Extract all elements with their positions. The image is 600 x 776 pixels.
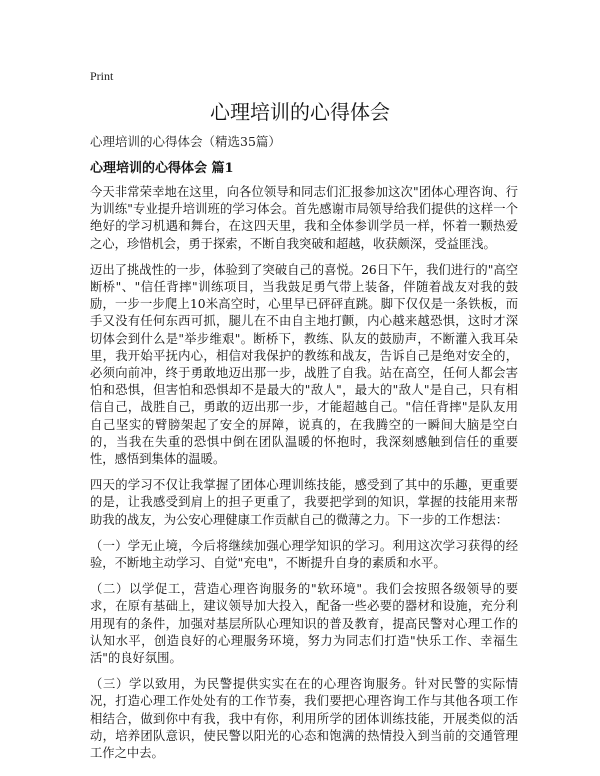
paragraph-plan-1: （一）学无止境，今后将继续加强心理学知识的学习。利用这次学习获得的经验，不断地主动学习、自觉"充电"，不断提升自身的素质和水平。 <box>90 538 518 571</box>
page-title: 心理培训的心得体会 <box>210 100 390 124</box>
paragraph-plan-3: （三）学以致用，为民警提供实实在在的心理咨询服务。针对民警的实际情况，打造心理工作处处有的工作节奏，我们要把心理咨询工作与其他各项工作相结合，做到你中有我，我中有你，利用所学的团体训练技能，开展类似的活动，培养团队意识，使民警以阳光的心态和饱满的热情投入到当前的交通管理工作之中去。 <box>90 677 518 761</box>
paragraph-challenge: 迈出了挑战性的一步，体验到了突破自己的喜悦。26日下午，我们进行的"高空断桥"、"信任背摔"训练项目，当我鼓足勇气带上装备，伴随着战友对我的鼓励，一步一步爬上10米高空时，心里早已砰砰直跳。脚下仅仅是一条铁板，而手又没有任何东西可抓，腿儿在不由自主地打颤，内心越来越恐惧，这时才深切体会到什么是"举步维艰"。断桥下，教练、队友的鼓励声，不断灌入我耳朵里，我开始平抚内心，相信对我保护的教练和战友，告诉自己是绝对安全的，必须向前冲，终于勇敢地迈出那一步，战胜了自我。站在高空，任何人都会害怕和恐惧，但害怕和恐惧却不是最大的"敌人"，最大的"敌人"是自己，只有相信自己，战胜自己，勇敢的迈出那一步，才能超越自己。"信任背摔"是队友用自己坚实的臂膀架起了安全的屏障，说真的，在我腾空的一瞬间大脑是空白的，当我在失重的恐惧中倒在团队温暖的怀抱时，我深刻感触到信任的重要性，感悟到集体的温暖。 <box>90 262 518 467</box>
document-subtitle: 心理培训的心得体会（精选35篇） <box>90 134 281 149</box>
paragraph-intro: 今天非常荣幸地在这里，向各位领导和同志们汇报参加这次"团体心理咨询、行为训练"专业提升培训班的学习体会。首先感谢市局领导给我们提供的这样一个绝好的学习机遇和舞台，在这四天里，我和全体参训学员一样，怀着一颗热爱之心，珍惜机会，勇于探索，不断自我突破和超越，收获颇深，受益匪浅。 <box>90 185 518 251</box>
paragraph-summary: 四天的学习不仅让我掌握了团体心理训练技能，感受到了其中的乐趣，更重要的是，让我感受到肩上的担子更重了，我要把学到的知识，掌握的技能用来帮助我的战友，为公安心理健康工作贡献自己的微薄之力。下一步的工作想法： <box>90 478 518 527</box>
paragraph-plan-2: （二）以学促工，营造心理咨询服务的"软环境"。我们会按照各级领导的要求，在原有基础上，建议领导加大投入，配备一些必要的器材和设施，充分利用现有的条件，加强对基层所队心理知识的普及教育，提高民警对心理工作的认知水平，创造良好的心理服务环境，努力为同志们打造"快乐工作、幸福生活"的良好氛围。 <box>90 582 518 666</box>
section-heading: 心理培训的心得体会 篇1 <box>90 161 234 176</box>
print-link[interactable]: Print <box>90 69 114 83</box>
article-body <box>90 184 518 771</box>
